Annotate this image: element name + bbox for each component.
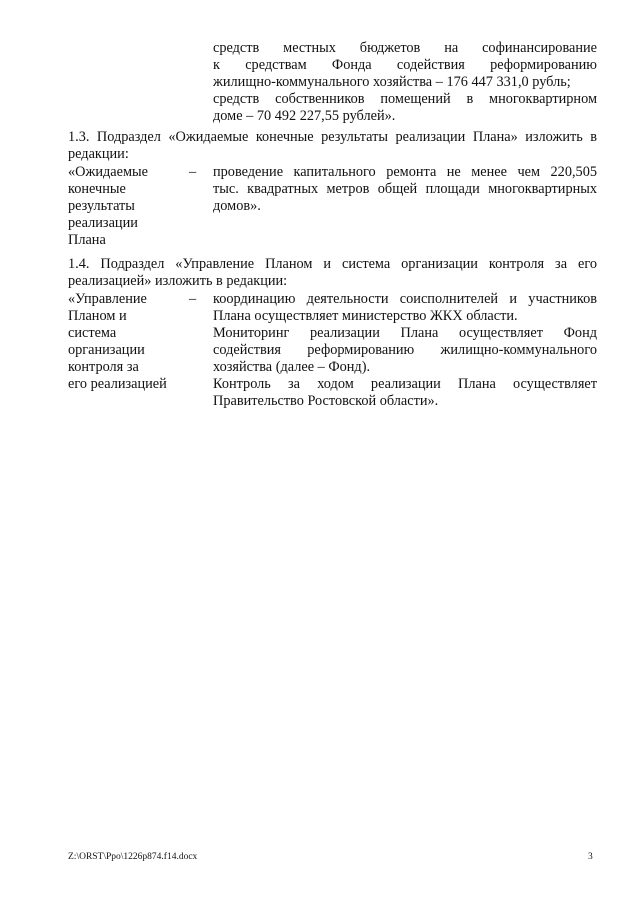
content-line: хозяйства (далее – Фонд). <box>213 359 371 375</box>
funding-line: средств собственников помещений в многоквартирном <box>213 91 597 107</box>
label-line: Планом и <box>68 308 127 324</box>
footer-file-path: Z:\ORST\Ppo\1226p874.f14.docx <box>68 852 198 862</box>
label-line: конечные <box>68 181 126 197</box>
label-line: Плана <box>68 232 106 248</box>
section-1-4-heading <box>68 256 597 290</box>
section-1-4-content <box>213 291 597 410</box>
content-line: Контроль за ходом реализации Плана осуществляет <box>213 376 597 392</box>
heading-line: 1.3. Подраздел «Ожидаемые конечные результаты реализации Плана» изложить в <box>68 129 597 145</box>
section-1-3-heading <box>68 129 597 163</box>
footer-page-number: 3 <box>588 852 593 862</box>
content-line: Мониторинг реализации Плана осуществляет Фонд <box>213 325 597 341</box>
label-line: результаты <box>68 198 135 214</box>
funding-line: средств местных бюджетов на софинансирование <box>213 40 597 56</box>
heading-line: редакции: <box>68 146 129 162</box>
content-line: домов». <box>213 198 261 214</box>
section-1-3-dash: – <box>189 164 197 180</box>
label-line: контроля за <box>68 359 139 375</box>
label-line: реализации <box>68 215 138 231</box>
section-1-4-dash: – <box>189 291 197 307</box>
heading-line: реализацией» изложить в редакции: <box>68 273 288 289</box>
funding-line: к средствам Фонда содействия реформированию <box>213 57 597 73</box>
label-line: его реализацией <box>68 376 167 392</box>
content-line: содействия реформированию жилищно-коммунального <box>213 342 597 358</box>
funding-line: жилищно-коммунального хозяйства – 176 447 331,0 рубль; <box>213 74 571 90</box>
content-line: проведение капитального ремонта не менее чем 220,505 <box>213 164 597 180</box>
content-line: тыс. квадратных метров общей площади многоквартирных <box>213 181 597 197</box>
content-line: Правительство Ростовской области». <box>213 393 439 409</box>
funding-line: доме – 70 492 227,55 рублей». <box>213 108 396 124</box>
content-line: Плана осуществляет министерство ЖКХ области. <box>213 308 518 324</box>
label-line: «Ожидаемые <box>68 164 148 180</box>
content-line: координацию деятельности соисполнителей и участников <box>213 291 597 307</box>
section-1-3-content <box>213 164 597 215</box>
heading-line: 1.4. Подраздел «Управление Планом и система организации контроля за его <box>68 256 597 272</box>
section-1-4-label <box>68 291 183 393</box>
label-line: организации <box>68 342 145 358</box>
label-line: система <box>68 325 117 341</box>
label-line: «Управление <box>68 291 147 307</box>
section-1-3-label <box>68 164 183 249</box>
funding-sources-block <box>213 40 597 125</box>
